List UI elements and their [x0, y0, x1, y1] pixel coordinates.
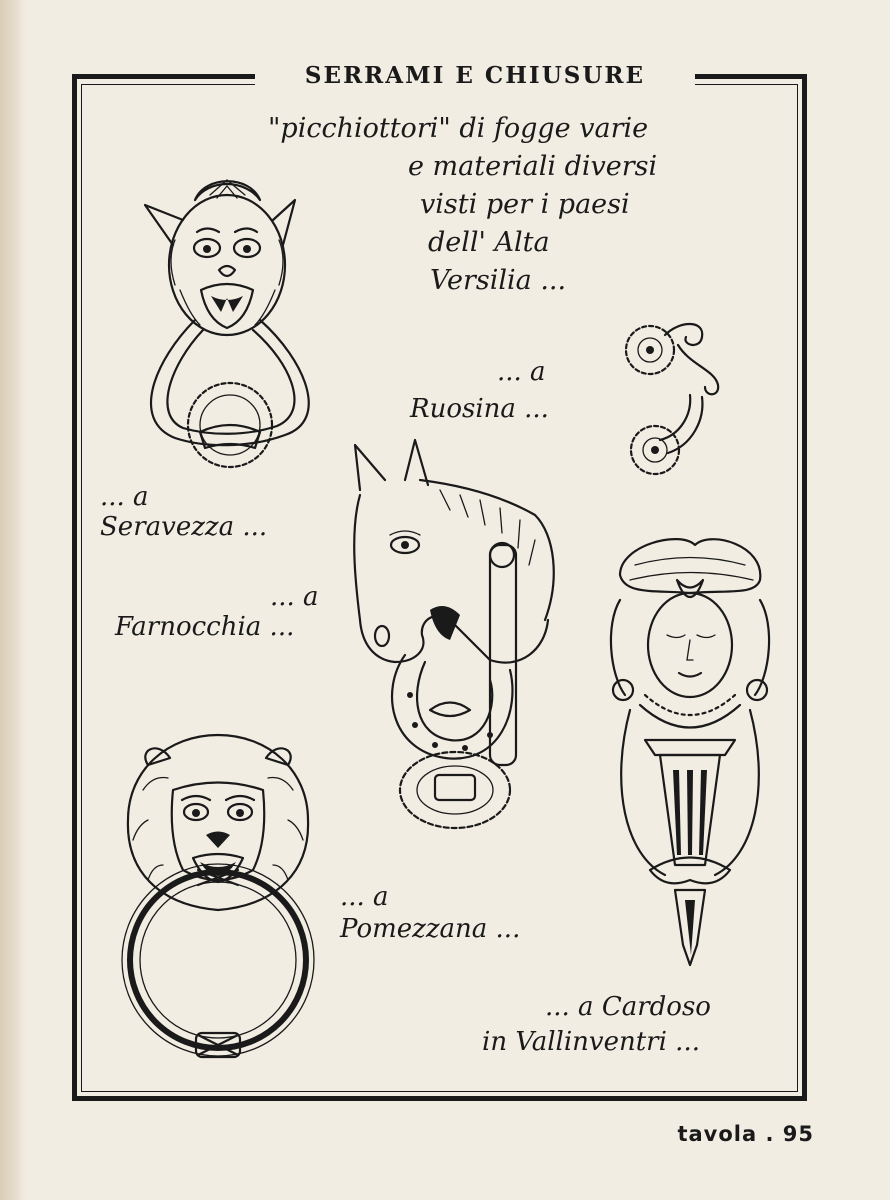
demon-mask-knocker-icon — [135, 170, 325, 480]
caption-vallinventri: in Vallinventri ... — [482, 1027, 700, 1057]
intro-line-5: Versilia ... — [430, 265, 567, 296]
scroll-knocker-icon — [620, 315, 735, 485]
title-band — [255, 56, 695, 96]
intro-line-1: "picchiottori" di fogge varie — [268, 113, 649, 144]
caption-pomezzana-prefix: ... a — [340, 882, 389, 912]
page-title: SERRAMI E CHIUSURE — [304, 62, 646, 89]
intro-line-4: dell' Alta — [428, 227, 550, 258]
caption-seravezza-prefix: ... a — [100, 482, 149, 512]
caption-ruosina: Ruosina ... — [410, 394, 549, 424]
caption-seravezza: Seravezza ... — [100, 512, 268, 542]
page-gutter — [0, 0, 26, 1200]
caption-pomezzana: Pomezzana ... — [340, 914, 521, 944]
caption-farnocchia: Farnocchia ... — [115, 612, 295, 642]
caption-ruosina-prefix: ... a — [497, 357, 546, 387]
caption-farnocchia-prefix: ... a — [270, 582, 319, 612]
woman-bust-knocker-icon — [605, 535, 775, 975]
caption-cardoso: ... a Cardoso — [545, 992, 711, 1022]
intro-line-3: visti per i paesi — [420, 189, 630, 220]
lion-head-ring-knocker-icon — [118, 730, 318, 1070]
intro-line-2: e materiali diversi — [408, 151, 658, 182]
page-number: tavola . 95 — [677, 1122, 814, 1146]
horse-head-knocker-icon — [350, 440, 565, 835]
intro-text — [268, 110, 658, 300]
